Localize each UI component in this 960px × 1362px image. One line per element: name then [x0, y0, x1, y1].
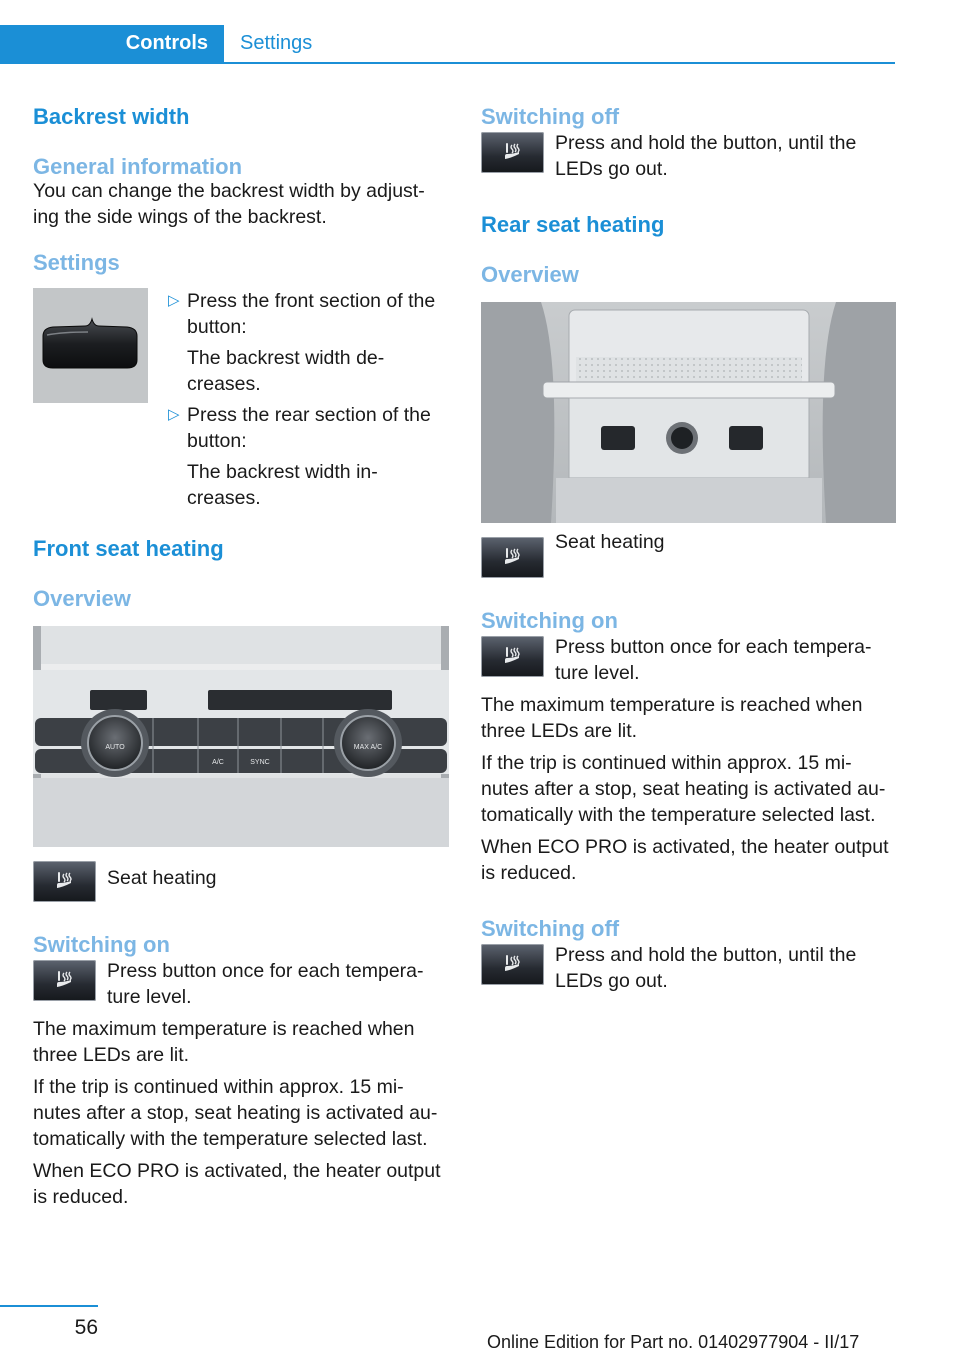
settings-heading: Settings — [33, 250, 120, 275]
seat-heating-icon — [54, 969, 76, 991]
rear-seat-heating-row — [481, 531, 897, 578]
backrest-steps-list — [168, 288, 449, 516]
header-tab-bar — [0, 25, 895, 64]
front-switching-on-heading: Switching on — [33, 932, 170, 957]
left-column — [33, 100, 449, 1210]
right-column — [481, 100, 897, 994]
seat-heating-icon — [502, 546, 524, 568]
seat-heating-button[interactable] — [33, 861, 96, 902]
backrest-button-icon — [33, 288, 148, 403]
front-eco-pro-text: When ECO PRO is activated, the heater output is reduced. — [33, 1160, 441, 1208]
front-seat-heating-title: Front seat heating — [33, 536, 224, 561]
rear-switching-on-heading: Switching on — [481, 608, 618, 633]
general-information-heading: General information — [33, 154, 243, 179]
seat-heating-icon — [502, 645, 524, 667]
panel-sync-label: SYNC — [250, 759, 270, 766]
front-overview-heading: Overview — [33, 586, 131, 611]
climate-control-panel-image — [33, 626, 449, 847]
seat-heating-icon — [502, 953, 524, 975]
seat-heating-button[interactable] — [481, 537, 544, 578]
front-switching-off-text: Press and hold the button, until the LEDs go out. — [555, 132, 857, 180]
front-seat-heating-row — [33, 859, 449, 902]
list-item — [168, 288, 449, 402]
backrest-width-title: Backrest width — [33, 104, 190, 129]
seat-heating-icon — [54, 870, 76, 892]
backrest-settings — [33, 288, 449, 516]
panel-auto-label: AUTO — [105, 744, 125, 751]
general-information-text: You can change the backrest width by adjust‐ing the side wings of the backrest. — [33, 180, 425, 228]
rear-switching-on-text: Press button once for each tempera‐ture level. — [555, 636, 872, 684]
rear-seat-heating-title: Rear seat heating — [481, 212, 665, 237]
rear-overview-heading: Overview — [481, 262, 579, 287]
seat-heating-button[interactable] — [481, 944, 544, 985]
page-number-rule — [0, 1305, 98, 1307]
triangle-right-icon: ▷ — [168, 406, 180, 423]
seat-heating-button[interactable] — [481, 132, 544, 173]
seat-heating-button[interactable] — [481, 636, 544, 677]
panel-max-ac-label: MAX A/C — [353, 744, 383, 751]
rear-trip-text: If the trip is continued within approx. 15 mi‐nutes after a stop, seat heating is activated au‐tomatically with the temperature selected last. — [481, 752, 886, 826]
seat-heating-button[interactable] — [33, 960, 96, 1001]
triangle-right-icon: ▷ — [168, 292, 180, 309]
rear-switching-off-text: Press and hold the button, until the LEDs go out. — [555, 944, 857, 992]
step-action: Press the rear section of the button: — [187, 404, 431, 452]
front-switching-on-text: Press button once for each tempera‐ture level. — [107, 960, 424, 1008]
page-number: 56 — [74, 1316, 98, 1339]
list-item — [168, 402, 449, 516]
front-seat-heating-label: Seat heating — [107, 867, 217, 889]
front-max-temp-text: The maximum temperature is reached when three LEDs are lit. — [33, 1018, 415, 1066]
edition-footer: Online Edition for Part no. 01402977904 - II/17 — [487, 1332, 860, 1352]
tab-settings[interactable]: Settings — [240, 32, 313, 54]
backrest-width-button-image — [33, 288, 148, 403]
rear-switching-on-row — [481, 634, 897, 686]
front-trip-text: If the trip is continued within approx. 15 mi‐nutes after a stop, seat heating is activated au‐tomatically with the temperature selected last. — [33, 1076, 438, 1150]
rear-max-temp-text: The maximum temperature is reached when three LEDs are lit. — [481, 694, 863, 742]
panel-ac-label: A/C — [212, 759, 224, 766]
rear-seat-heating-label: Seat heating — [555, 531, 665, 553]
step-result: The backrest width de‐creases. — [187, 347, 385, 395]
seat-heating-icon — [502, 141, 524, 163]
step-result: The backrest width in‐creases. — [187, 461, 378, 509]
rear-eco-pro-text: When ECO PRO is activated, the heater output is reduced. — [481, 836, 889, 884]
rear-switching-off-heading: Switching off — [481, 916, 620, 941]
rear-switching-off-row — [481, 942, 897, 994]
rear-console-image — [481, 302, 896, 523]
front-switching-off-row — [481, 130, 897, 182]
front-switching-on-row — [33, 958, 449, 1010]
front-switching-off-heading: Switching off — [481, 104, 620, 129]
tab-controls[interactable]: Controls — [0, 25, 224, 62]
step-action: Press the front section of the button: — [187, 290, 436, 338]
